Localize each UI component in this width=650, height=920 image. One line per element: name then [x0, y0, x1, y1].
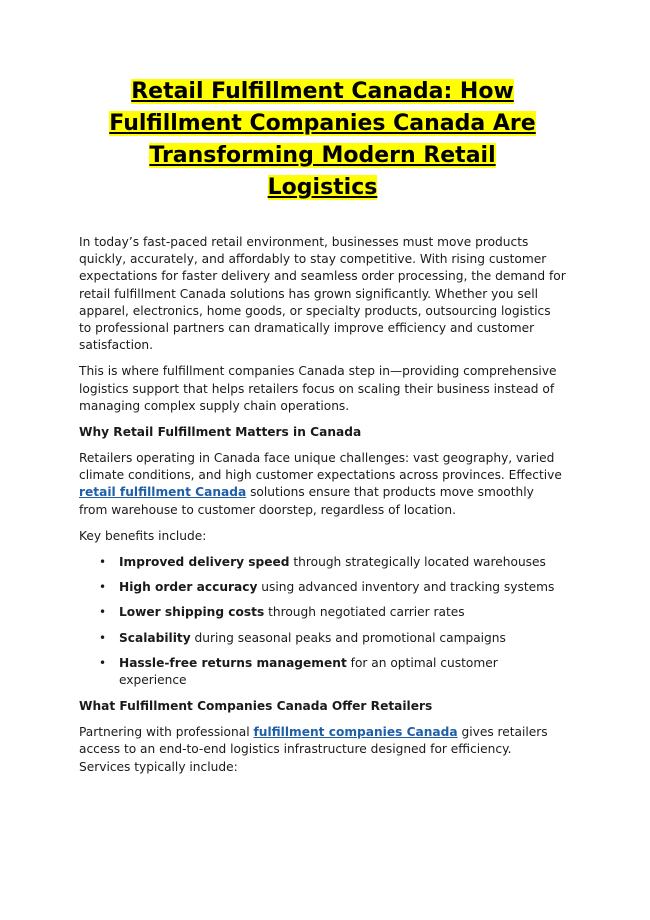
fulfillment-companies-link[interactable]: fulfillment companies Canada — [253, 725, 458, 740]
benefit-text: using advanced inventory and tracking systems — [257, 580, 555, 595]
benefit-term: Scalability — [119, 630, 191, 645]
benefit-term: Improved delivery speed — [119, 555, 290, 570]
benefit-term: Hassle-free returns management — [119, 655, 347, 670]
bullet-icon: • — [99, 605, 107, 620]
retail-fulfillment-link[interactable]: retail fulfillment Canada — [79, 485, 247, 500]
benefit-text: during seasonal peaks and promotional campaigns — [190, 630, 506, 645]
bullet-icon: • — [99, 655, 107, 670]
title-line: Retail Fulfillment Canada: How — [131, 79, 514, 104]
benefits-intro: Key benefits include: — [79, 528, 207, 543]
list-item — [99, 554, 566, 571]
section-paragraph — [79, 450, 566, 519]
title-line: Logistics — [267, 175, 378, 200]
section-heading: What Fulfillment Companies Canada Offer Retailers — [79, 699, 433, 714]
bullet-icon: • — [99, 580, 107, 595]
title-line: Transforming Modern Retail — [149, 143, 496, 168]
benefit-text: through negotiated carrier rates — [264, 605, 465, 620]
benefit-text: through strategically located warehouses — [289, 555, 546, 570]
document-title — [79, 76, 566, 204]
paragraph-text: solutions ensure that products move smoothly from warehouse to customer doorstep, regardless of location. — [79, 485, 534, 517]
benefit-term: High order accuracy — [119, 580, 258, 595]
benefit-term: Lower shipping costs — [119, 605, 265, 620]
list-item — [99, 655, 566, 689]
section-paragraph — [79, 724, 566, 776]
paragraph-text: Partnering with professional — [79, 725, 254, 740]
benefits-list — [79, 554, 566, 689]
list-item — [99, 630, 566, 647]
paragraph-text: Retailers operating in Canada face unique challenges: vast geography, varied climate conditions, and high customer expectations across provinces. Effective — [79, 451, 562, 483]
intro-paragraph: This is where fulfillment companies Canada step in—providing comprehensive logistics support that helps retailers focus on scaling their business instead of managing complex supply chain operations. — [79, 364, 557, 413]
intro-paragraph: In today’s fast-paced retail environment, businesses must move products quickly, accurately, and affordably to stay competitive. With rising customer expectations for faster delivery and seamless order processing, the demand for retail fulfillment Canada solutions has grown significantly. Whether you sell apparel, electronics, home goods, or specialty products, outsourcing logistics to professional partners can dramatically improve efficiency and customer satisfaction. — [79, 235, 566, 353]
list-item — [99, 579, 566, 596]
title-line: Fulfillment Companies Canada Are — [109, 111, 536, 136]
section-heading: Why Retail Fulfillment Matters in Canada — [79, 425, 362, 440]
bullet-icon: • — [99, 630, 107, 645]
bullet-icon: • — [99, 555, 107, 570]
list-item — [99, 604, 566, 621]
paragraph-text: gives retailers access to an end-to-end logistics infrastructure designed for efficiency. Services typically include: — [79, 725, 548, 774]
benefit-text: for an optimal customer experience — [119, 655, 498, 688]
